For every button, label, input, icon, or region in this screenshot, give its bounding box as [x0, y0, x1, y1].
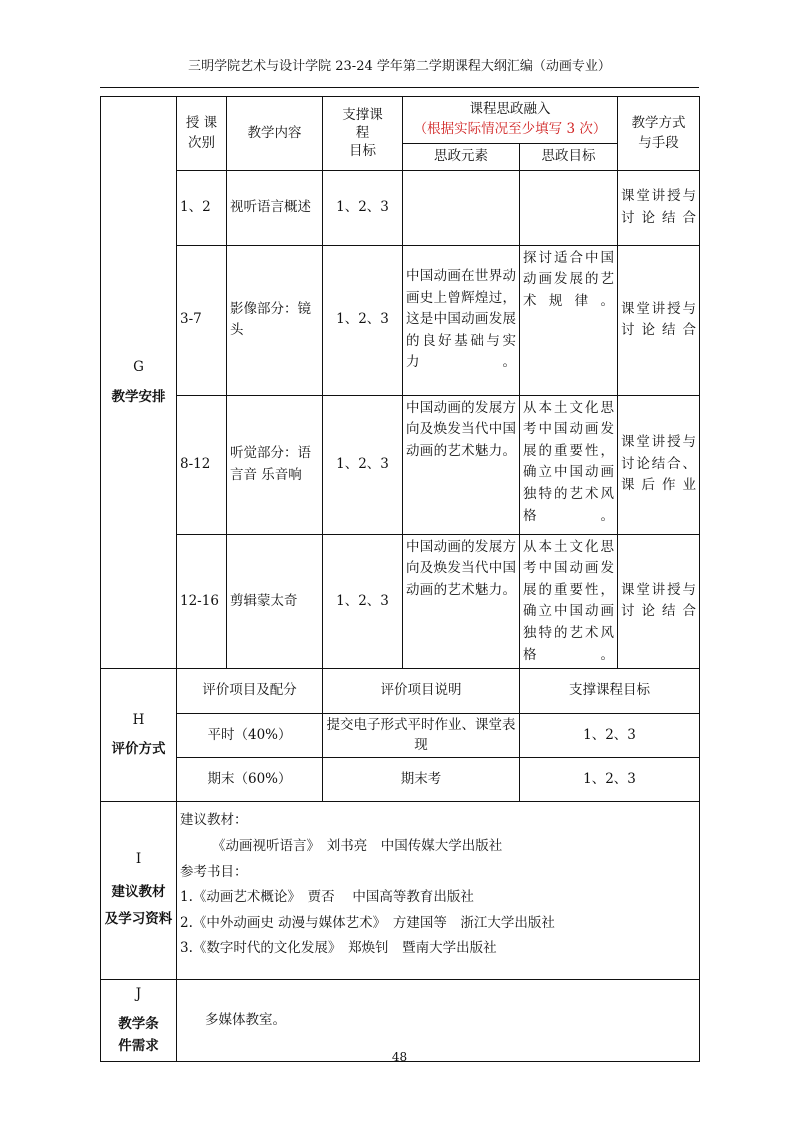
section-h-name: 评价方式 — [111, 741, 166, 758]
row-support: 1、2、3 — [323, 534, 403, 669]
row-element: 中国动画在世界动画史上曾辉煌过，这是中国动画发展的良好基础与实力。 — [403, 245, 520, 395]
header-support: 支撑课 程 目标 — [323, 97, 403, 171]
row-goal — [520, 170, 618, 245]
h-row-target: 1、2、3 — [520, 714, 700, 758]
h-header-item: 评价项目及配分 — [177, 669, 323, 714]
row-support: 1、2、3 — [323, 245, 403, 395]
page-number: 48 — [391, 1050, 408, 1064]
ref-entry: 2.《中外动画史 动漫与媒体艺术》 方建国等 浙江大学出版社 — [180, 914, 555, 931]
row-element: 中国动画的发展方向及焕发当代中国动画的艺术魅力。 — [403, 395, 520, 534]
row-method: 课堂讲授与讨论结合 — [618, 170, 700, 245]
row-session: 8-12 — [177, 395, 227, 534]
row-support: 1、2、3 — [323, 170, 403, 245]
row-session: 3-7 — [177, 245, 227, 395]
header-ideology — [403, 97, 618, 144]
textbook-entry: 《动画视听语言》 刘书亮 中国传媒大学出版社 — [212, 837, 503, 854]
header-goals: 思政目标 — [520, 144, 618, 171]
section-i-content — [177, 802, 700, 980]
header-elements: 思政元素 — [403, 144, 520, 171]
section-j-name: 教学条 件需求 — [118, 1015, 159, 1054]
h-row-item: 期末（60%） — [177, 758, 323, 802]
row-session: 12-16 — [177, 534, 227, 669]
row-element: 中国动画的发展方向及焕发当代中国动画的艺术魅力。 — [403, 534, 520, 669]
row-content: 剪辑蒙太奇 — [227, 534, 323, 669]
header-method: 教学方式 与手段 — [618, 97, 700, 171]
row-element — [403, 170, 520, 245]
header-rule — [100, 87, 699, 88]
header-session: 授 课 次别 — [177, 97, 227, 171]
syllabus-table — [100, 96, 700, 1062]
row-method: 课堂讲授与讨论结合 — [618, 245, 700, 395]
row-method: 课堂讲授与讨论结合 — [618, 534, 700, 669]
row-session: 1、2 — [177, 170, 227, 245]
section-h-code: H — [132, 711, 145, 728]
section-j-code: J — [135, 986, 142, 1003]
header-ideology-title: 课程思政融入 — [469, 101, 551, 118]
section-i-label — [101, 802, 177, 980]
section-g-name: 教学安排 — [111, 388, 166, 405]
row-content: 影像部分：镜头 — [227, 245, 323, 395]
row-goal: 探讨适合中国动画发展的艺术规律。 — [520, 245, 618, 395]
section-i-name: 建议教材 及学习资料 — [104, 883, 173, 927]
table-row — [101, 534, 700, 669]
h-row-item: 平时（40%） — [177, 714, 323, 758]
table-row — [101, 395, 700, 534]
row-content: 视听语言概述 — [227, 170, 323, 245]
table-row — [101, 758, 700, 802]
ref-entry: 1.《动画艺术概论》 贾否 中国高等教育出版社 — [180, 889, 474, 906]
h-row-desc: 提交电子形式平时作业、课堂表现 — [323, 714, 520, 758]
h-header-target: 支撑课程目标 — [520, 669, 700, 714]
row-goal: 从本土文化思考中国动画发展的重要性，确立中国动画独特的艺术风格。 — [520, 395, 618, 534]
page-header: 三明学院艺术与设计学院 23-24 学年第二学期课程大纲汇编（动画专业） — [188, 59, 611, 74]
section-h-label — [101, 669, 177, 802]
h-row-target: 1、2、3 — [520, 758, 700, 802]
row-content: 听觉部分：语言音 乐音响 — [227, 395, 323, 534]
header-ideology-note: （根据实际情况至少填写 3 次） — [413, 121, 607, 137]
header-content: 教学内容 — [227, 97, 323, 171]
section-j-content: 多媒体教室。 — [177, 980, 700, 1062]
ref-entry: 3.《数字时代的文化发展》 郑焕钊 暨南大学出版社 — [180, 940, 497, 957]
h-row-desc: 期末考 — [323, 758, 520, 802]
refs-label: 参考书目： — [180, 863, 248, 880]
section-g-code: G — [133, 358, 144, 375]
table-row — [101, 170, 700, 245]
textbook-label: 建议教材： — [180, 812, 248, 829]
row-method: 课堂讲授与讨论结合、课后作业 — [618, 395, 700, 534]
table-row — [101, 714, 700, 758]
table-row — [101, 245, 700, 395]
section-g-label — [101, 97, 177, 669]
row-goal: 从本土文化思考中国动画发展的重要性，确立中国动画独特的艺术风格。 — [520, 534, 618, 669]
h-header-desc: 评价项目说明 — [323, 669, 520, 714]
section-i-code: I — [135, 850, 142, 867]
row-support: 1、2、3 — [323, 395, 403, 534]
